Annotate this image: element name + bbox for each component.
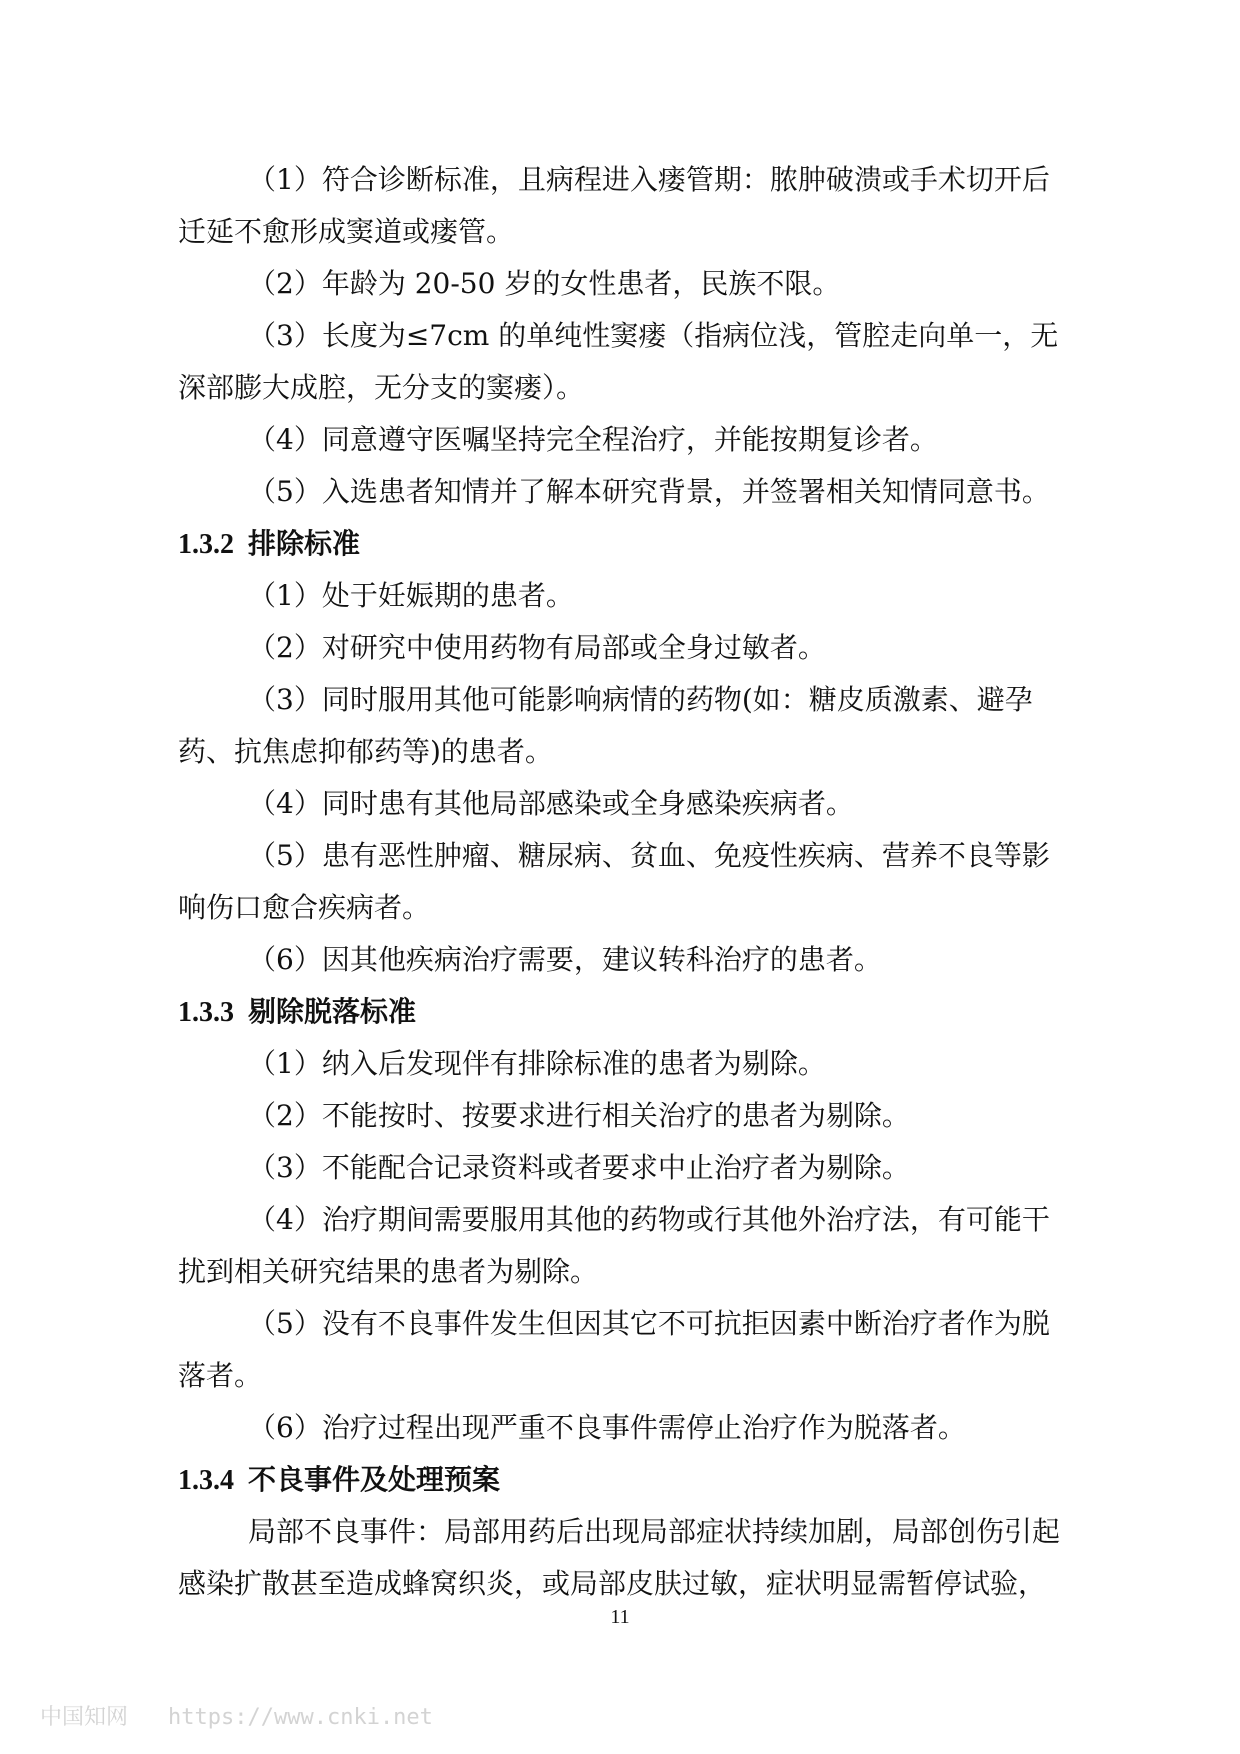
exclusion-item-3-line-1: （3）同时服用其他可能影响病情的药物(如：糖皮质激素、避孕 <box>248 683 1033 716</box>
inclusion-item-4: （4）同意遵守医嘱坚持完全程治疗，并能按期复诊者。 <box>248 423 938 456</box>
section-title: 排除标准 <box>248 527 361 560</box>
dropout-item-2: （2）不能按时、按要求进行相关治疗的患者为剔除。 <box>248 1099 910 1132</box>
dropout-item-5-line-1: （5）没有不良事件发生但因其它不可抗拒因素中断治疗者作为脱 <box>248 1307 1050 1340</box>
exclusion-item-1: （1）处于妊娠期的患者。 <box>248 579 574 612</box>
inclusion-item-5: （5）入选患者知情并了解本研究背景，并签署相关知情同意书。 <box>248 475 1050 508</box>
exclusion-item-4: （4）同时患有其他局部感染或全身感染疾病者。 <box>248 787 854 820</box>
adverse-paragraph-line-2: 感染扩散甚至造成蜂窝织炎，或局部皮肤过敏，症状明显需暂停试验， <box>178 1567 1047 1600</box>
section-title: 剔除脱落标准 <box>248 995 417 1028</box>
exclusion-item-6: （6）因其他疾病治疗需要，建议转科治疗的患者。 <box>248 943 882 976</box>
section-heading-adverse <box>178 1460 500 1501</box>
watermark-url: https://www.cnki.net <box>168 1705 433 1730</box>
dropout-item-4-line-2: 扰到相关研究结果的患者为剔除。 <box>178 1255 599 1288</box>
exclusion-item-2: （2）对研究中使用药物有局部或全身过敏者。 <box>248 631 826 664</box>
inclusion-item-1-line-2: 迁延不愈形成窦道或瘘管。 <box>178 215 515 248</box>
section-number: 1.3.2 <box>178 529 234 560</box>
dropout-item-3: （3）不能配合记录资料或者要求中止治疗者为剔除。 <box>248 1151 910 1184</box>
inclusion-item-3-line-1: （3）长度为≤7cm 的单纯性窦瘘（指病位浅，管腔走向单一，无 <box>248 319 1059 352</box>
dropout-item-4-line-1: （4）治疗期间需要服用其他的药物或行其他外治疗法，有可能干 <box>248 1203 1050 1236</box>
inclusion-item-3-line-2: 深部膨大成腔，无分支的窦瘘）。 <box>178 371 585 404</box>
section-number: 1.3.3 <box>178 997 234 1028</box>
exclusion-item-5-line-2: 响伤口愈合疾病者。 <box>178 891 431 924</box>
adverse-paragraph-line-1: 局部不良事件：局部用药后出现局部症状持续加剧，局部创伤引起 <box>248 1515 1061 1548</box>
exclusion-item-5-line-1: （5）患有恶性肿瘤、糖尿病、贫血、免疫性疾病、营养不良等影 <box>248 839 1050 872</box>
cnki-watermark <box>40 1700 433 1731</box>
section-heading-exclusion <box>178 524 360 565</box>
inclusion-item-1-line-1: （1）符合诊断标准，且病程进入瘘管期：脓肿破溃或手术切开后 <box>248 163 1050 196</box>
dropout-item-1: （1）纳入后发现伴有排除标准的患者为剔除。 <box>248 1047 826 1080</box>
section-number: 1.3.4 <box>178 1465 234 1496</box>
dropout-item-5-line-2: 落者。 <box>178 1359 263 1392</box>
page-number: 11 <box>610 1606 630 1628</box>
dropout-item-6: （6）治疗过程出现严重不良事件需停止治疗作为脱落者。 <box>248 1411 966 1444</box>
inclusion-item-2: （2）年龄为 20-50 岁的女性患者，民族不限。 <box>248 267 841 300</box>
section-title: 不良事件及处理预案 <box>248 1463 501 1496</box>
watermark-brand: 中国知网 <box>40 1705 129 1730</box>
exclusion-item-3-line-2: 药、抗焦虑抑郁药等)的患者。 <box>178 735 553 768</box>
section-heading-dropout <box>178 992 416 1033</box>
